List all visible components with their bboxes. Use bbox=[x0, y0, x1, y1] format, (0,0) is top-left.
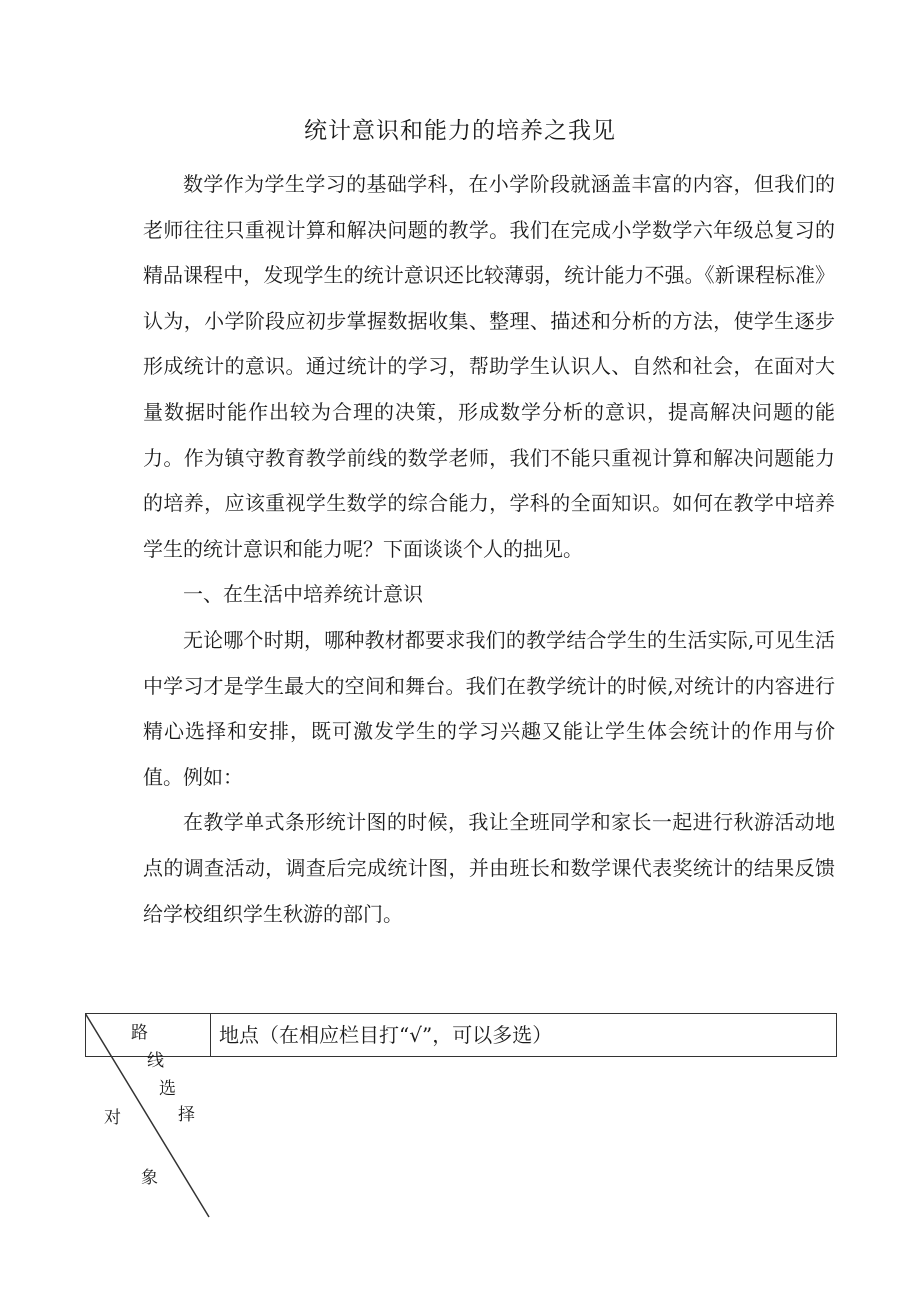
document-title: 统计意识和能力的培养之我见 bbox=[304, 118, 616, 144]
corner-label-target-2: 象 bbox=[141, 1168, 158, 1188]
document-body bbox=[143, 162, 835, 937]
location-header: 地点（在相应栏目打“√”，可以多选） bbox=[219, 1023, 553, 1047]
body-paragraph-life: 无论哪个时期，哪种教材都要求我们的教学结合学生的生活实际,可见生活中学习才是学生最大的空间和舞台。我们在教学统计的时候,对统计的内容进行精心选择和安排，既可激发学生的学习兴趣又能让学生体会统计的作用与价值。例如： bbox=[143, 627, 835, 789]
corner-label-choose-2: 择 bbox=[178, 1105, 195, 1125]
body-paragraph-example: 在教学单式条形统计图的时候，我让全班同学和家长一起进行秋游活动地点的调查活动，调查后完成统计图，并由班长和数学课代表奖统计的结果反馈给学校组织学生秋游的部门。 bbox=[143, 810, 835, 926]
corner-label-route: 路 bbox=[131, 1023, 148, 1043]
section-heading: 一、在生活中培养统计意识 bbox=[183, 582, 423, 607]
intro-paragraph: 数学作为学生学习的基础学科，在小学阶段就涵盖丰富的内容，但我们的老师往往只重视计算和解决问题的教学。我们在完成小学数学六年级总复习的精品课程中，发现学生的统计意识还比较薄弱，统计能力不强。《新课程标准》认为，小学阶段应初步掌握数据收集、整理、描述和分析的方法，使学生逐步形成统计的意识。通过统计的学习，帮助学生认识人、自然和社会，在面对大量数据时能作出较为合理的决策，形成数学分析的意识，提高解决问题的能力。作为镇守教育教学前线的数学老师，我们不能只重视计算和解决问题能力的培养，应该重视学生数学的综合能力，学科的全面知识。如何在教学中培养学生的统计意识和能力呢？下面谈谈个人的拙见。 bbox=[143, 172, 835, 561]
corner-label-line: 线 bbox=[147, 1051, 164, 1071]
corner-label-target-1: 对 bbox=[104, 1108, 121, 1128]
corner-label-choose-1: 选 bbox=[159, 1079, 176, 1099]
survey-table bbox=[85, 1013, 837, 1223]
